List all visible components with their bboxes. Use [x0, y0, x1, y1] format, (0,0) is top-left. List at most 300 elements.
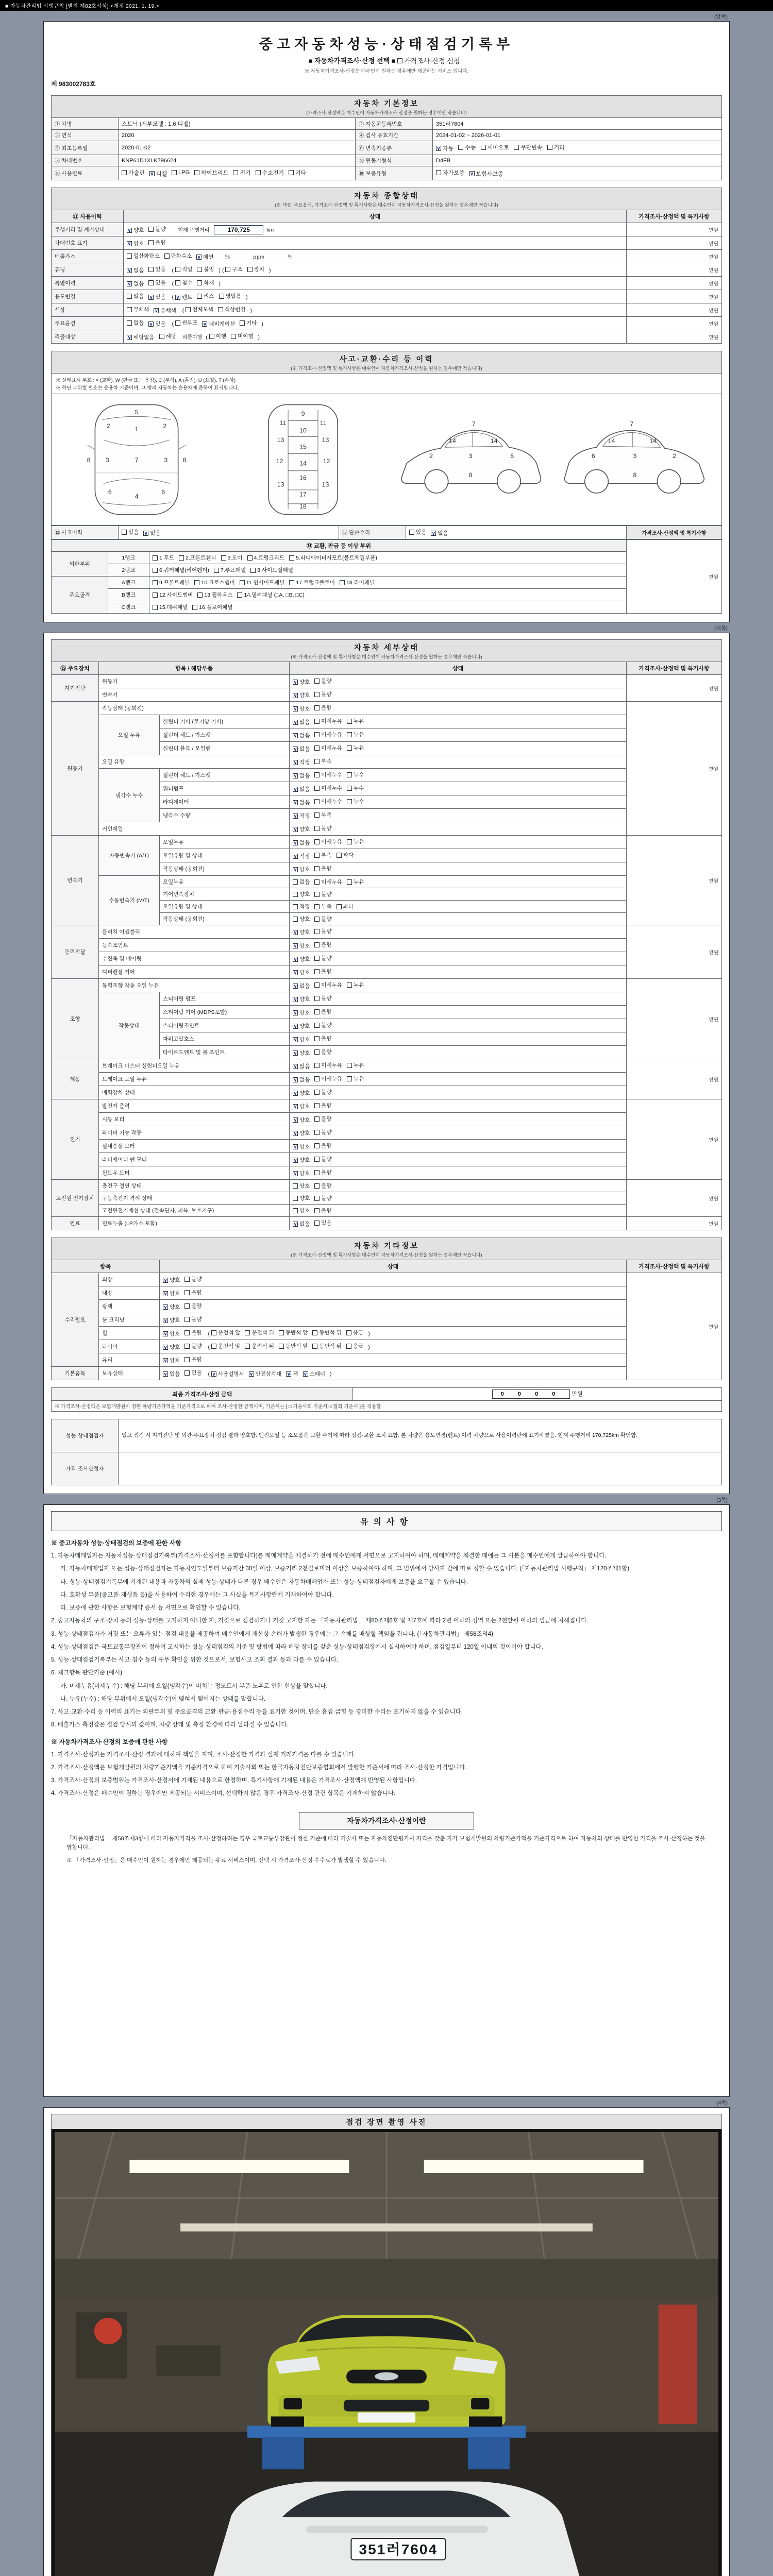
checkbox-option[interactable]	[514, 143, 543, 151]
checkbox-option[interactable]	[245, 1342, 274, 1350]
checkbox-option[interactable]	[143, 529, 160, 537]
detail-state-table	[51, 662, 722, 1230]
checkbox-option[interactable]	[293, 732, 310, 739]
checkbox-icon	[279, 1330, 284, 1335]
checkbox-option[interactable]	[127, 333, 155, 341]
checkbox-option[interactable]	[314, 1142, 331, 1149]
checkbox-icon	[225, 267, 230, 272]
checkbox-option[interactable]	[148, 225, 165, 233]
checkbox-option[interactable]	[293, 691, 310, 699]
item-state-options	[290, 901, 627, 913]
checkbox-option[interactable]	[250, 566, 293, 574]
checkbox-option[interactable]	[397, 56, 460, 65]
checkbox-icon	[314, 719, 320, 724]
checkbox-option[interactable]	[148, 265, 165, 273]
tire-options	[163, 1344, 207, 1350]
checkbox-option[interactable]	[293, 1089, 310, 1097]
checkbox-option[interactable]	[247, 265, 264, 273]
checkbox-option[interactable]	[163, 1330, 180, 1337]
item-state-options	[290, 675, 627, 688]
checkbox-label: 누수	[353, 799, 364, 805]
checkbox-label: 양호	[299, 1023, 310, 1029]
checkbox-label: 없음	[299, 1221, 310, 1227]
checkbox-option[interactable]	[149, 170, 167, 178]
checkbox-label: 양호	[299, 692, 310, 699]
checkbox-option[interactable]	[245, 1329, 274, 1336]
checkbox-option[interactable]	[314, 1061, 342, 1069]
checkbox-option[interactable]	[127, 306, 149, 313]
checkbox-option[interactable]	[289, 168, 306, 177]
checkbox-option[interactable]	[154, 307, 176, 314]
checkbox-label: 5.라디에이터서포트(볼트체결부품)	[296, 555, 377, 561]
checkbox-option[interactable]	[314, 771, 342, 778]
transmission-options	[433, 141, 722, 155]
checkbox-option[interactable]	[293, 772, 310, 779]
detail-row	[52, 925, 722, 939]
checkbox-option[interactable]	[293, 785, 310, 793]
checkbox-icon: ∨	[293, 786, 297, 792]
checkbox-option[interactable]	[219, 292, 241, 300]
checkbox-option[interactable]	[293, 839, 310, 846]
checkbox-option[interactable]	[194, 168, 228, 177]
checkbox-option[interactable]	[314, 915, 331, 923]
checkbox-option[interactable]	[127, 252, 160, 260]
checkbox-option[interactable]	[314, 690, 331, 698]
checkbox-icon: ∨	[144, 530, 148, 536]
checkbox-option[interactable]	[293, 942, 310, 950]
item-label: 브레이크 마스터 실린더오일 누유	[99, 1059, 290, 1073]
column-header-use-history: ⑪ 사용이력	[52, 210, 124, 223]
checkbox-label: 양호	[299, 1208, 310, 1214]
table-row	[52, 564, 722, 577]
checkbox-option[interactable]	[148, 279, 165, 286]
checkbox-option[interactable]	[347, 1061, 364, 1069]
checkbox-option[interactable]	[184, 1302, 201, 1310]
checkbox-option[interactable]	[127, 292, 144, 300]
checkbox-option[interactable]	[314, 1194, 331, 1202]
checkbox-label: 3.도어	[227, 555, 243, 561]
checkbox-option[interactable]	[293, 678, 310, 686]
checkbox-option[interactable]	[314, 1219, 331, 1227]
checkbox-option[interactable]	[286, 1370, 298, 1378]
checkbox-option[interactable]	[197, 292, 214, 300]
table-row	[52, 118, 722, 130]
checkbox-option[interactable]	[314, 1088, 331, 1096]
color-state	[124, 303, 627, 317]
checkbox-option[interactable]	[184, 1289, 201, 1296]
checkbox-option[interactable]	[347, 744, 364, 752]
checkbox-option[interactable]	[197, 279, 214, 286]
checkbox-option[interactable]	[293, 915, 310, 923]
checkbox-option[interactable]	[293, 1103, 310, 1110]
checkbox-option[interactable]	[293, 1049, 310, 1057]
item-state-options	[290, 1126, 627, 1140]
checkbox-label: 없음	[299, 773, 310, 779]
checkbox-option[interactable]	[314, 1048, 331, 1056]
checkbox-option[interactable]	[289, 579, 334, 586]
diagram-part-number: 18	[299, 503, 307, 511]
checkbox-option[interactable]	[314, 744, 342, 752]
checkbox-option[interactable]	[293, 1170, 310, 1177]
checkbox-option[interactable]	[293, 928, 310, 936]
checkbox-label: 미세누유	[321, 718, 342, 724]
checkbox-option[interactable]	[197, 591, 232, 599]
checkbox-option[interactable]	[214, 566, 246, 574]
checkbox-option[interactable]	[347, 838, 364, 845]
checkbox-icon	[347, 1063, 352, 1068]
checkbox-option[interactable]	[164, 252, 192, 260]
checkbox-icon: ∨	[293, 956, 297, 962]
checkbox-icon: ∨	[293, 773, 297, 778]
item-label: 실린더 블록 / 오일팬	[160, 742, 290, 755]
checkbox-option[interactable]	[148, 239, 165, 246]
checkbox-option[interactable]	[175, 265, 192, 273]
checkbox-option[interactable]	[547, 143, 565, 151]
checkbox-option[interactable]	[184, 1342, 201, 1350]
checkbox-icon	[256, 170, 261, 175]
checkbox-option[interactable]	[163, 1303, 180, 1311]
rankA-label: A랭크	[108, 577, 149, 589]
checkbox-option[interactable]	[211, 1329, 241, 1336]
checkbox-option[interactable]	[314, 1021, 331, 1029]
table-row	[52, 250, 722, 263]
top-bar	[0, 0, 773, 11]
checkbox-option[interactable]	[175, 293, 192, 301]
checkbox-option[interactable]	[127, 240, 144, 247]
checkbox-option[interactable]	[314, 981, 342, 989]
checkbox-option[interactable]	[314, 1101, 331, 1109]
checkbox-option[interactable]	[197, 265, 214, 273]
checkbox-option[interactable]	[148, 320, 165, 328]
checkbox-option[interactable]	[347, 717, 364, 725]
checkbox-option[interactable]	[184, 1315, 201, 1323]
table-row	[52, 540, 722, 552]
checkbox-option[interactable]	[293, 1194, 310, 1202]
checkbox-icon: ∨	[127, 241, 131, 246]
checkbox-option[interactable]	[127, 226, 144, 234]
checkbox-option[interactable]	[184, 1355, 201, 1363]
mileage-unit: km	[266, 227, 274, 233]
vehicle-diagram-right-side	[556, 398, 716, 521]
checkbox-option[interactable]	[221, 554, 243, 562]
checkbox-option[interactable]	[175, 279, 192, 286]
checkbox-option[interactable]	[163, 1370, 180, 1378]
final-price-unit: 만원	[572, 1391, 583, 1397]
checkbox-option[interactable]	[314, 1155, 331, 1163]
checkbox-icon: ∨	[293, 1221, 297, 1227]
checkbox-label: 7.루프패널	[220, 567, 246, 573]
checkbox-option[interactable]	[293, 1036, 310, 1043]
column-header-state: 상태	[290, 662, 627, 675]
checkbox-option[interactable]	[314, 824, 331, 832]
checkbox-option[interactable]	[347, 731, 364, 738]
table-row	[52, 317, 722, 330]
checkbox-option[interactable]	[194, 579, 234, 586]
checkbox-option[interactable]	[175, 319, 197, 327]
checkbox-option[interactable]	[314, 941, 331, 948]
diagram-part-number: 11	[320, 419, 327, 427]
checkbox-option[interactable]	[163, 1316, 180, 1324]
checkbox-label: 적정	[299, 904, 310, 910]
price-cell: 만원	[627, 836, 722, 925]
checkbox-option[interactable]	[458, 143, 476, 151]
checkbox-option[interactable]	[314, 878, 342, 886]
checkbox-option[interactable]	[314, 798, 342, 805]
checkbox-option[interactable]	[293, 758, 310, 766]
checkbox-icon: ∨	[163, 1344, 167, 1350]
checkbox-option[interactable]	[192, 603, 232, 611]
checkbox-option[interactable]	[314, 1115, 331, 1123]
checkbox-label: 13.휠하우스	[204, 592, 233, 598]
checkbox-option[interactable]	[196, 253, 213, 261]
checkbox-option[interactable]	[337, 903, 354, 910]
checkbox-option[interactable]	[293, 1116, 310, 1124]
checkbox-option[interactable]	[122, 168, 145, 177]
holding-item-options	[208, 1371, 332, 1377]
checkbox-option[interactable]	[347, 981, 364, 989]
checkbox-option[interactable]	[409, 528, 426, 536]
checkbox-option[interactable]	[127, 266, 144, 274]
checkbox-option[interactable]	[431, 529, 448, 537]
checkbox-option[interactable]	[122, 528, 139, 536]
checkbox-option[interactable]	[249, 1370, 282, 1378]
checkbox-option[interactable]	[314, 927, 331, 935]
checkbox-option[interactable]	[293, 1143, 310, 1150]
checkbox-option[interactable]	[184, 1275, 201, 1283]
checkbox-option[interactable]	[127, 280, 144, 287]
checkbox-option[interactable]	[303, 1370, 325, 1378]
checkbox-option[interactable]	[179, 554, 216, 562]
checkbox-option[interactable]	[209, 332, 226, 340]
checkbox-option[interactable]	[314, 1128, 331, 1136]
item-label: 등속조인트	[99, 939, 290, 952]
holding-state	[160, 1367, 627, 1380]
detail-row	[52, 965, 722, 979]
checkbox-option[interactable]	[256, 168, 284, 177]
checkbox-label: LPG	[178, 170, 190, 176]
checkbox-label: 양호	[299, 679, 310, 685]
rankC-label: C랭크	[108, 601, 149, 614]
checkbox-option[interactable]	[312, 1342, 342, 1350]
checkbox-option[interactable]	[289, 554, 377, 562]
checkbox-option[interactable]	[293, 890, 310, 898]
checkbox-option[interactable]	[163, 1276, 180, 1284]
checkbox-label: 수동	[465, 145, 476, 151]
checkbox-icon	[347, 982, 352, 988]
checkbox-option[interactable]	[202, 320, 235, 328]
diagram-part-number: 8	[87, 456, 91, 464]
checkbox-option[interactable]	[237, 591, 304, 599]
table-row	[52, 290, 722, 303]
device-group-label: 변속기	[52, 836, 99, 925]
checkbox-option[interactable]	[314, 731, 342, 738]
checkbox-icon	[179, 555, 184, 561]
interior-options	[160, 1286, 627, 1300]
row-label-simple-repair: ⑬ 단순수리	[339, 526, 406, 539]
checkbox-option[interactable]	[314, 757, 331, 765]
checkbox-icon	[153, 605, 158, 610]
checkbox-label: 가솔린	[128, 170, 145, 176]
section-etc-info-header	[51, 1238, 722, 1260]
row-label-wheel: 휠	[99, 1327, 160, 1340]
checkbox-option[interactable]	[340, 579, 375, 586]
checkbox-option[interactable]	[293, 1062, 310, 1070]
checkbox-icon	[337, 853, 342, 858]
checkbox-option[interactable]	[293, 799, 310, 806]
checkbox-option[interactable]	[314, 1182, 331, 1190]
checkbox-option[interactable]	[347, 771, 364, 778]
checkbox-option[interactable]	[293, 1009, 310, 1016]
checkbox-option[interactable]	[240, 579, 285, 586]
checkbox-option[interactable]	[337, 851, 354, 859]
checkbox-option[interactable]	[293, 866, 310, 873]
table-row	[52, 155, 722, 166]
checkbox-option[interactable]	[314, 865, 331, 872]
checkbox-option[interactable]	[293, 1182, 310, 1190]
checkbox-option[interactable]	[293, 878, 310, 886]
checkbox-option[interactable]	[225, 265, 242, 273]
checkbox-option[interactable]	[314, 1075, 342, 1082]
checkbox-icon	[347, 839, 352, 844]
checkbox-option[interactable]	[231, 332, 253, 340]
table-row	[52, 1388, 722, 1401]
checkbox-label: 양호	[299, 891, 310, 897]
checkbox-option[interactable]	[314, 1008, 331, 1015]
checkbox-icon: ∨	[293, 706, 297, 711]
checkbox-option[interactable]	[153, 566, 209, 574]
checkbox-option[interactable]	[293, 1022, 310, 1030]
checkbox-icon	[148, 227, 154, 232]
checkbox-option[interactable]	[314, 704, 331, 711]
checkbox-icon	[153, 555, 158, 561]
checkbox-option[interactable]	[293, 812, 310, 820]
checkbox-option[interactable]	[293, 705, 310, 713]
checkbox-option[interactable]	[347, 798, 364, 805]
checkbox-option[interactable]	[314, 1168, 331, 1176]
checkbox-option[interactable]	[314, 851, 331, 859]
text-line: 나. 누유(누수) : 해당 부위에서 오일(냉각수)이 맺혀서 떨어지는 상태를 말합니다.	[60, 1696, 266, 1702]
checkbox-option[interactable]	[184, 1329, 201, 1336]
checkbox-option[interactable]	[163, 1343, 180, 1351]
checkbox-option[interactable]	[314, 1207, 331, 1214]
checkbox-option[interactable]	[211, 1342, 241, 1350]
checkbox-option[interactable]	[436, 144, 453, 152]
checkbox-option[interactable]	[314, 717, 342, 725]
checkbox-option[interactable]	[293, 1129, 310, 1137]
checkbox-option[interactable]	[293, 969, 310, 976]
checkbox-option[interactable]	[233, 168, 250, 177]
table-row	[52, 141, 722, 155]
checkbox-option[interactable]	[218, 306, 246, 313]
diagram-part-number: 2	[107, 422, 111, 430]
checkbox-option[interactable]	[153, 591, 193, 599]
usage-change-state	[124, 290, 627, 303]
checkbox-icon	[347, 732, 352, 737]
price-cell: 만원	[627, 236, 722, 250]
checkbox-option[interactable]	[279, 1342, 308, 1350]
text-line: 3. 성능·상태점검자가 거짓 또는 오류가 있는 점검 내용을 제공하여 매수인에게 재산상 손해가 발생한 경우에는 그 손해를 배상할 책임을 집니다. (「자동차관리법」 제58조의4)	[51, 1631, 493, 1637]
checkbox-label: 미세누유	[321, 879, 342, 885]
checkbox-option[interactable]	[127, 319, 144, 327]
checkbox-icon	[314, 853, 320, 858]
checkbox-option[interactable]	[293, 718, 310, 726]
checkbox-option[interactable]	[279, 1329, 308, 1336]
checkbox-option[interactable]	[347, 878, 364, 886]
checkbox-option[interactable]	[314, 677, 331, 685]
item-label: 연료누출 (LP가스 포함)	[99, 1217, 290, 1230]
checkbox-option[interactable]	[314, 784, 342, 792]
item-category-label: 오일 누유	[99, 715, 160, 755]
page-front	[43, 21, 730, 622]
checkbox-option[interactable]	[347, 784, 364, 792]
diagram-part-number: 14	[491, 437, 498, 445]
checkbox-icon	[314, 1076, 320, 1081]
checkbox-option[interactable]	[314, 954, 331, 962]
checkbox-option[interactable]	[314, 1035, 331, 1042]
diagram-part-number: 1	[135, 426, 139, 433]
checkbox-option[interactable]	[184, 1369, 201, 1377]
checkbox-option[interactable]	[293, 825, 310, 833]
checkbox-option[interactable]	[153, 554, 174, 562]
checkbox-option[interactable]	[314, 890, 331, 898]
checkbox-option[interactable]	[172, 170, 190, 176]
checkbox-option[interactable]	[314, 811, 331, 819]
checkbox-label: 양호	[170, 1277, 180, 1283]
checkbox-label: 디젤	[156, 171, 167, 177]
checkbox-option[interactable]	[153, 603, 188, 611]
price-cell: 만원	[627, 702, 722, 836]
checkbox-option[interactable]	[346, 1329, 363, 1336]
checkbox-option[interactable]	[293, 1207, 310, 1214]
checkbox-option[interactable]	[293, 903, 310, 910]
checkbox-option[interactable]	[153, 579, 190, 586]
checkbox-option[interactable]	[293, 982, 310, 990]
checkbox-option[interactable]	[211, 1370, 244, 1378]
checkbox-option[interactable]	[314, 994, 331, 1002]
checkbox-option[interactable]	[314, 968, 331, 975]
recall-state	[124, 330, 627, 344]
table-row	[52, 223, 722, 236]
checkbox-option[interactable]	[436, 168, 465, 177]
checkbox-option[interactable]	[293, 1076, 310, 1083]
checkbox-option[interactable]	[312, 1329, 342, 1336]
checkbox-option[interactable]	[469, 170, 503, 178]
warranty-options	[433, 166, 722, 180]
checkbox-icon: ∨	[293, 1104, 297, 1109]
checkbox-option[interactable]	[481, 143, 510, 151]
checkbox-option[interactable]	[293, 852, 310, 860]
checkbox-option[interactable]	[159, 332, 176, 340]
checkbox-label: 가격조사·산정 신청	[404, 57, 460, 65]
checkbox-option[interactable]	[346, 1342, 363, 1350]
checkbox-option[interactable]	[293, 955, 310, 963]
checkbox-option[interactable]	[240, 319, 257, 327]
checkbox-option[interactable]	[148, 293, 165, 301]
row-label-special-history: 특별이력	[52, 277, 124, 290]
checkbox-option[interactable]	[186, 306, 213, 313]
checkbox-label: 불량	[321, 928, 332, 935]
checkbox-option[interactable]	[293, 1156, 310, 1164]
checkbox-option[interactable]	[247, 554, 284, 562]
checkbox-option[interactable]	[314, 903, 331, 910]
checkbox-option[interactable]	[293, 995, 310, 1003]
checkbox-option[interactable]	[163, 1290, 180, 1297]
checkbox-option[interactable]	[293, 745, 310, 753]
checkbox-option[interactable]	[314, 838, 342, 845]
checkbox-option[interactable]	[163, 1357, 180, 1364]
checkbox-option[interactable]	[347, 1075, 364, 1082]
checkbox-option[interactable]	[293, 1220, 310, 1228]
